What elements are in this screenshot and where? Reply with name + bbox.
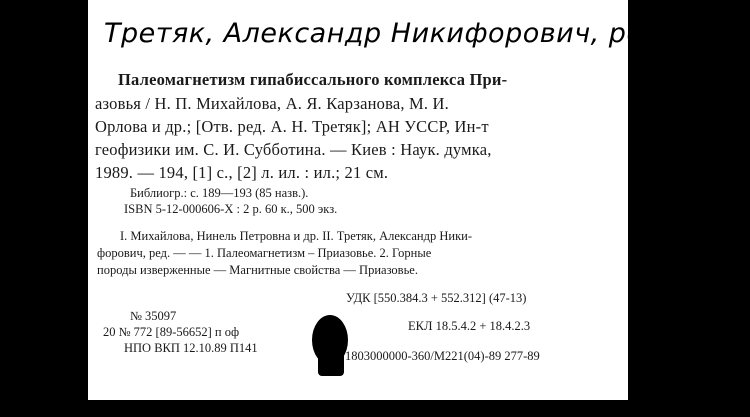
udk-code: УДК [550.384.3 + 552.312] (47-13) <box>346 291 527 305</box>
tracing-line-1: I. Михайлова, Нинель Петровна и др. II. Третяк, Александр Ники- <box>120 229 473 243</box>
handwritten-call-number-top: 89-3 <box>27 58 82 86</box>
bibliography-note: Библиогр.: с. 189—193 (85 назв.). <box>130 186 309 200</box>
npo-line: НПО ВКП 12.10.89 П141 <box>124 341 258 355</box>
entry-line-4: геофизики им. С. И. Субботина. — Киев : Наук. думка, <box>95 140 492 159</box>
handwritten-call-number-bottom: 9094 <box>27 90 89 118</box>
classification-code: 1803000000-360/М221(04)-89 277-89 <box>345 349 540 363</box>
entry-line-5: 1989. — 194, [1] с., [2] л. ил. : ил.; 21 см. <box>95 163 389 182</box>
entry-line-3: Орлова и др.; [Отв. ред. А. Н. Третяк]; АН УССР, Ин-т <box>95 117 489 136</box>
punch-hole-tail <box>318 352 344 376</box>
handwritten-heading: Третяк, Александр Никифорович, ред. <box>104 18 672 49</box>
isbn-note: ISBN 5-12-000606-X : 2 р. 60 к., 500 экз. <box>124 202 338 216</box>
ekl-code: ЕКЛ 18.5.4.2 + 18.4.2.3 <box>408 319 531 333</box>
entry-title: Палеомагнетизм гипабиссального комплекса При- <box>118 70 508 89</box>
tracing-line-2: форович, ред. — — 1. Палеомагнетизм – Приазовье. 2. Горные <box>97 246 432 260</box>
card-number: № 35097 <box>130 309 177 323</box>
order-number: 20 № 772 [89-56652] п оф <box>103 325 240 339</box>
entry-line-2: азовья / Н. П. Михайлова, А. Я. Карзанова, М. И. <box>95 94 449 113</box>
tracing-line-3: породы изверженные — Магнитные свойства — Приазовье. <box>97 263 418 277</box>
